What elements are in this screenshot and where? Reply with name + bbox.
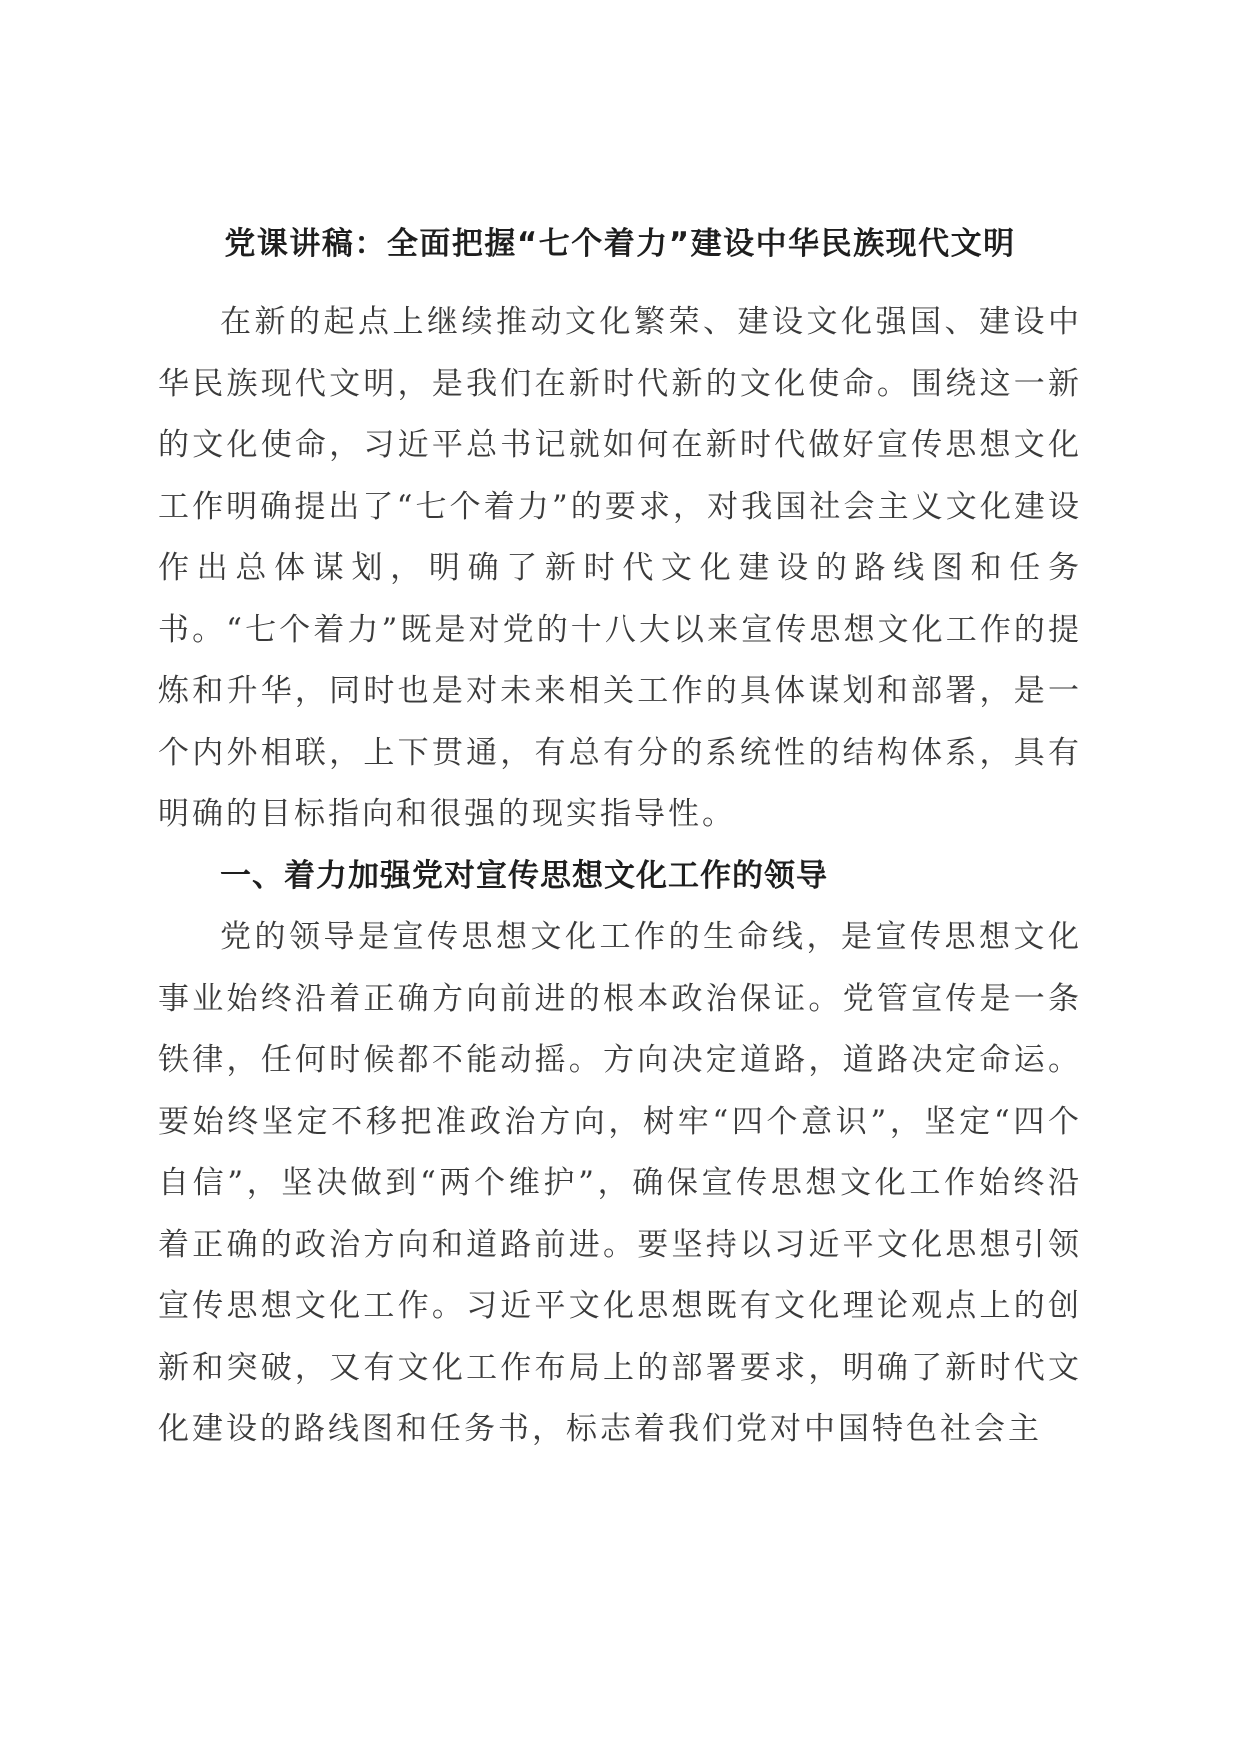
intro-paragraph: 在新的起点上继续推动文化繁荣、建设文化强国、建设中华民族现代文明，是我们在新时代新的文化使命。围绕这一新的文化使命，习近平总书记就如何在新时代做好宣传思想文化工作明确提出了“七个着力”的要求，对我国社会主义文化建设作出总体谋划，明确了新时代文化建设的路线图和任务书。“七个着力”既是对党的十八大以来宣传思想文化工作的提炼和升华，同时也是对未来相关工作的具体谋划和部署，是一个内外相联，上下贯通，有总有分的系统性的结构体系，具有明确的目标指向和很强的现实指导性。 bbox=[158, 304, 1082, 832]
document-title: 党课讲稿：全面把握“七个着力”建设中华民族现代文明 bbox=[224, 226, 1016, 262]
section-1-paragraph: 党的领导是宣传思想文化工作的生命线，是宣传思想文化事业始终沿着正确方向前进的根本政治保证。党管宣传是一条铁律，任何时候都不能动摇。方向决定道路，道路决定命运。要始终坚定不移把准政治方向，树牢“四个意识”，坚定“四个自信”，坚决做到“两个维护”，确保宣传思想文化工作始终沿着正确的政治方向和道路前进。要坚持以习近平文化思想引领宣传思想文化工作。习近平文化思想既有文化理论观点上的创新和突破，又有文化工作布局上的部署要求，明确了新时代文化建设的路线图和任务书，标志着我们党对中国特色社会主 bbox=[158, 919, 1082, 1447]
section-1-heading: 一、着力加强党对宣传思想文化工作的领导 bbox=[220, 857, 828, 894]
document-body bbox=[158, 292, 1082, 1461]
